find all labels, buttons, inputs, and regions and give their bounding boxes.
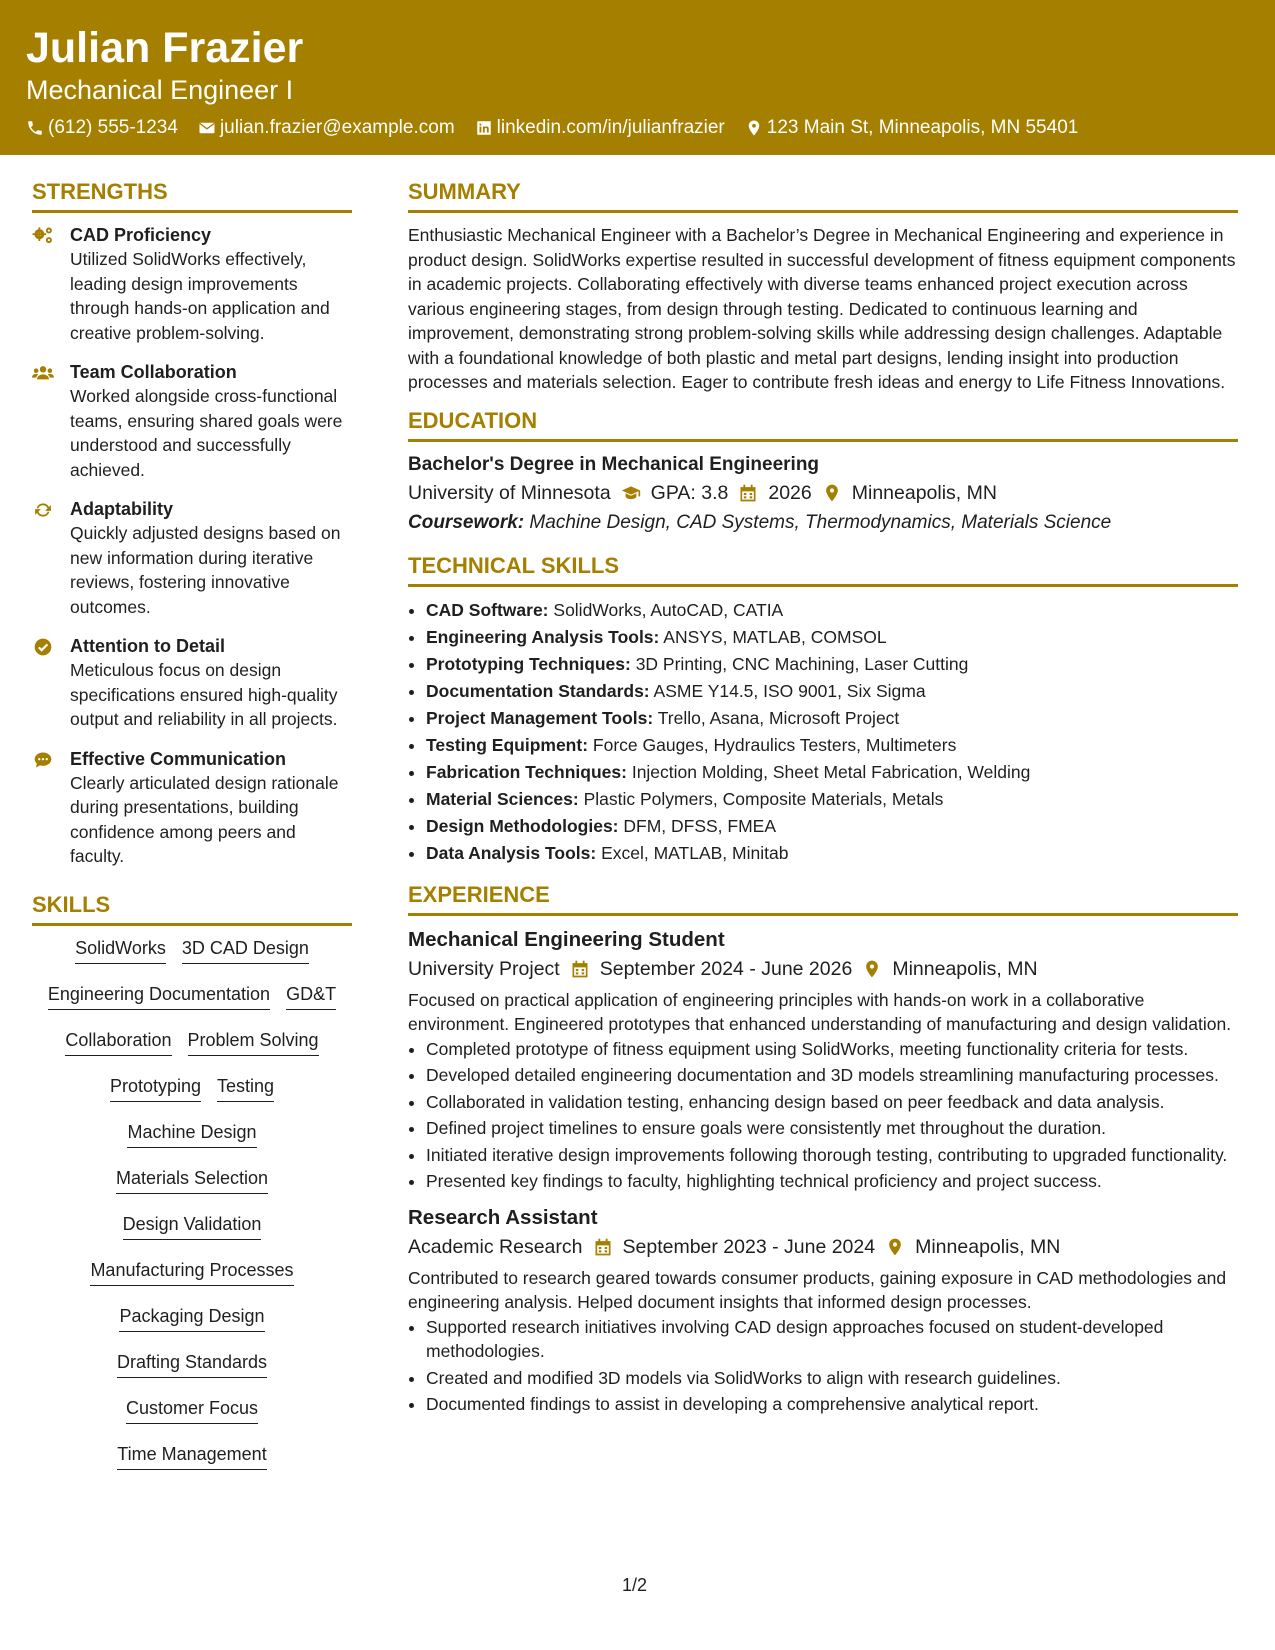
list-item: • Prototyping Techniques: 3D Printing, CNC Machining, Laser Cutting: [426, 651, 1238, 678]
job-title: Research Assistant: [408, 1205, 598, 1229]
skill-tag: Design Validation: [123, 1212, 262, 1240]
skill-tag: Materials Selection: [116, 1166, 268, 1194]
skill-tag: Packaging Design: [119, 1304, 264, 1332]
map-pin-icon: [822, 483, 842, 503]
map-pin-icon: [745, 119, 763, 137]
users-icon: [32, 363, 54, 383]
contact-bar: [26, 116, 1249, 140]
linkedin-contact[interactable]: [475, 116, 725, 140]
map-pin-icon: [862, 959, 882, 979]
strength-title: CAD Proficiency: [70, 225, 212, 245]
technical-skills-heading: TECHNICAL SKILLS: [408, 552, 1238, 587]
skill-tag: Manufacturing Processes: [90, 1258, 293, 1286]
strength-item: [32, 497, 352, 619]
list-item: • CAD Software: SolidWorks, AutoCAD, CATIA: [426, 597, 1238, 624]
strength-item: [32, 360, 352, 482]
strength-title: Attention to Detail: [70, 636, 225, 656]
graduation-cap-icon: [621, 483, 641, 503]
experience-entry: [408, 1204, 1238, 1417]
gpa: GPA: 3.8: [650, 481, 729, 504]
list-item: • Material Sciences: Plastic Polymers, Composite Materials, Metals: [426, 786, 1238, 813]
map-pin-icon: [885, 1237, 905, 1257]
skill-tag: Testing: [217, 1074, 274, 1102]
list-item: • Project Management Tools: Trello, Asana, Microsoft Project: [426, 705, 1238, 732]
list-item: • Engineering Analysis Tools: ANSYS, MATLAB, COMSOL: [426, 624, 1238, 651]
calendar-icon: [570, 959, 590, 979]
job-location: Minneapolis, MN: [915, 1235, 1061, 1258]
skill-tag: Time Management: [117, 1442, 266, 1470]
skill-tag: Customer Focus: [126, 1396, 258, 1424]
job-dates: September 2024 - June 2026: [599, 957, 853, 980]
coursework: [408, 508, 1238, 538]
list-item: • Data Analysis Tools: Excel, MATLAB, Minitab: [426, 840, 1238, 867]
job-description: Focused on practical application of engineering principles with hands-on work in a collaborative environment. Engineered prototypes that enhanced understanding of manufacturing and design validation.: [408, 989, 1232, 1034]
list-item: • Supported research initiatives involving CAD design approaches focused on student-developed methodologies.: [426, 1315, 1238, 1364]
summary-heading: SUMMARY: [408, 178, 1238, 213]
organization: Academic Research: [408, 1235, 583, 1258]
organization: University Project: [408, 957, 560, 980]
address-contact: [745, 116, 1079, 140]
skill-tag: Drafting Standards: [117, 1350, 267, 1378]
envelope-icon: [198, 119, 216, 137]
job-title: Mechanical Engineering Student: [408, 927, 725, 951]
strength-description: Clearly articulated design rationale during presentations, building confidence among peers and faculty.: [70, 772, 339, 866]
job-bullets: [408, 1315, 1238, 1417]
strength-title: Effective Communication: [70, 748, 287, 769]
skill-tag: Problem Solving: [188, 1028, 319, 1056]
skills-list: [32, 936, 352, 1488]
list-item: • Collaborated in validation testing, enhancing design based on peer feedback and data analysis.: [426, 1090, 1238, 1115]
job-location: Minneapolis, MN: [892, 957, 1038, 980]
sync-icon: [32, 500, 54, 520]
calendar-icon: [593, 1237, 613, 1257]
education-meta: [408, 478, 1238, 508]
strength-item: [32, 634, 352, 732]
email-address: julian.frazier@example.com: [219, 117, 455, 138]
job-bullets: [408, 1037, 1238, 1194]
list-item: • Testing Equipment: Force Gauges, Hydraulics Testers, Multimeters: [426, 732, 1238, 759]
strength-description: Worked alongside cross-functional teams, ensuring shared goals were understood and successfully achieved.: [70, 386, 343, 480]
technical-skills-list: [408, 597, 1238, 867]
list-item: • Presented key findings to faculty, highlighting technical proficiency and project success.: [426, 1169, 1238, 1194]
linkedin-url: linkedin.com/in/julianfrazier: [496, 117, 725, 138]
strength-description: Meticulous focus on design specifications ensured high-quality output and reliability in all projects.: [70, 660, 338, 729]
right-column: [408, 178, 1238, 1427]
list-item: • Fabrication Techniques: Injection Molding, Sheet Metal Fabrication, Welding: [426, 759, 1238, 786]
job-description: Contributed to research geared towards consumer products, gaining exposure in CAD methodologies and engineering analysis. Helped document insights that informed design processes.: [408, 1267, 1227, 1312]
check-circle-icon: [32, 637, 54, 657]
summary-text: Enthusiastic Mechanical Engineer with a Bachelor’s Degree in Mechanical Engineering and experience in product design. SolidWorks expertise resulted in successful development of fitness equipment components in academic projects. Collaborating effectively with diverse teams enhanced project execution across various engineering stages, from design through testing. Dedicated to continuous learning and improvement, demonstrating strong problem-solving skills while addressing design challenges. Adaptable with a foundational knowledge of both plastic and metal part designs, lending insight into production processes and materials selection. Eager to contribute fresh ideas and energy to Life Fitness Innovations.: [408, 225, 1236, 392]
list-item: • Design Methodologies: DFM, DFSS, FMEA: [426, 813, 1238, 840]
skill-tag: 3D CAD Design: [182, 936, 309, 964]
education-location: Minneapolis, MN: [851, 481, 997, 504]
resume-header: [0, 0, 1275, 155]
skill-tag: Prototyping: [110, 1074, 201, 1102]
strength-description: Quickly adjusted designs based on new information during iterative reviews, fostering innovative outcomes.: [70, 523, 341, 617]
calendar-icon: [738, 483, 758, 503]
experience-heading: EXPERIENCE: [408, 881, 1238, 916]
strength-title: Team Collaboration: [70, 362, 237, 382]
degree-name: Bachelor's Degree in Mechanical Engineering: [408, 453, 820, 475]
page-number: 1/2: [622, 1575, 648, 1595]
list-item: • Documented findings to assist in developing a comprehensive analytical report.: [426, 1392, 1238, 1417]
candidate-name: Julian Frazier: [26, 24, 304, 72]
coursework-label: Coursework:: [408, 511, 525, 533]
coursework-list: Machine Design, CAD Systems, Thermodynamics, Materials Science: [529, 511, 1112, 533]
list-item: • Completed prototype of fitness equipment using SolidWorks, meeting functionality criteria for tests.: [426, 1037, 1238, 1062]
skill-tag: Engineering Documentation: [48, 982, 270, 1010]
job-meta: [408, 954, 1238, 984]
gears-icon: [32, 226, 54, 246]
left-column: [32, 178, 352, 1488]
job-dates: September 2023 - June 2024: [622, 1235, 876, 1258]
skill-tag: SolidWorks: [75, 936, 166, 964]
skill-tag: Collaboration: [65, 1028, 171, 1056]
phone-contact[interactable]: [26, 116, 178, 140]
skill-tag: Machine Design: [127, 1120, 256, 1148]
linkedin-icon: [475, 119, 493, 137]
phone-number: (612) 555-1234: [48, 117, 178, 138]
list-item: • Defined project timelines to ensure goals were consistently met throughout the duration.: [426, 1116, 1238, 1141]
school-name: University of Minnesota: [408, 481, 611, 504]
job-meta: [408, 1232, 1238, 1262]
strengths-heading: STRENGTHS: [32, 178, 352, 213]
candidate-title: Mechanical Engineer I: [26, 75, 294, 105]
graduation-year: 2026: [768, 481, 812, 504]
phone-icon: [26, 119, 44, 137]
email-contact[interactable]: [198, 116, 455, 140]
comment-dots-icon: [32, 750, 54, 770]
list-item: • Initiated iterative design improvements following thorough testing, contributing to upgraded functionality.: [426, 1143, 1238, 1168]
strength-item: [32, 223, 352, 345]
strength-description: Utilized SolidWorks effectively, leading design improvements through hands-on application and creative problem-solving.: [70, 249, 330, 343]
strength-title: Adaptability: [70, 499, 174, 519]
experience-entry: [408, 926, 1238, 1194]
list-item: • Documentation Standards: ASME Y14.5, ISO 9001, Six Sigma: [426, 678, 1238, 705]
list-item: • Created and modified 3D models via SolidWorks to align with research guidelines.: [426, 1366, 1238, 1391]
skills-heading: SKILLS: [32, 891, 352, 926]
education-heading: EDUCATION: [408, 407, 1238, 442]
list-item: • Developed detailed engineering documentation and 3D models streamlining manufacturing processes.: [426, 1063, 1238, 1088]
street-address: 123 Main St, Minneapolis, MN 55401: [766, 117, 1079, 138]
strength-item: [32, 747, 352, 869]
skill-tag: GD&T: [286, 982, 336, 1010]
